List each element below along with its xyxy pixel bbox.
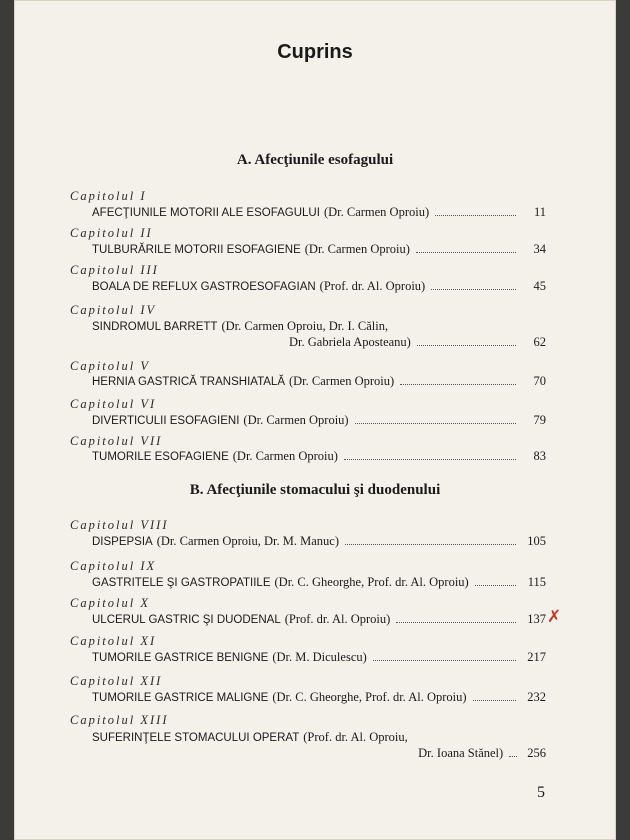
dot-leader bbox=[509, 756, 517, 757]
chapter-authors: (Prof. dr. Al. Oproiu) bbox=[319, 279, 426, 293]
chapter-title: DIVERTICULII ESOFAGIENI bbox=[92, 415, 240, 427]
chapter-authors: (Dr. C. Gheorghe, Prof. dr. Al. Oproiu) bbox=[274, 575, 469, 589]
page-ref: 34 bbox=[533, 242, 546, 256]
page-title: Cuprins bbox=[277, 41, 353, 63]
section-heading-a: A. Afecţiunile esofagului bbox=[236, 152, 394, 168]
dot-leader bbox=[373, 660, 516, 661]
chapter-authors-continued: Dr. Ioana Stănel) bbox=[418, 746, 504, 760]
chapter-label: Capitolul V bbox=[70, 359, 150, 373]
chapter-title: SINDROMUL BARRETT bbox=[92, 321, 218, 333]
toc-entry bbox=[92, 730, 546, 745]
chapter-label: Capitolul VIII bbox=[70, 518, 169, 532]
chapter-title: TUMORILE GASTRICE BENIGNE bbox=[92, 652, 269, 664]
chapter-authors: (Dr. M. Diculescu) bbox=[272, 650, 367, 664]
page-ref: 11 bbox=[533, 205, 546, 219]
chapter-title: TUMORILE GASTRICE MALIGNE bbox=[92, 692, 269, 704]
page-ref: 256 bbox=[527, 746, 546, 760]
toc-entry-continuation bbox=[92, 335, 546, 350]
dot-leader bbox=[417, 345, 516, 346]
chapter-authors: (Dr. C. Gheorghe, Prof. dr. Al. Oproiu) bbox=[272, 690, 467, 704]
chapter-authors: (Dr. Carmen Oproiu, Dr. I. Călin, bbox=[221, 319, 389, 333]
page-ref: 45 bbox=[533, 279, 546, 293]
chapter-title: SUFERINŢELE STOMACULUI OPERAT bbox=[92, 732, 300, 744]
chapter-label: Capitolul VII bbox=[70, 434, 163, 448]
chapter-authors: (Dr. Carmen Oproiu) bbox=[243, 413, 349, 427]
chapter-authors: (Dr. Carmen Oproiu) bbox=[232, 449, 338, 463]
page-ref: 70 bbox=[533, 374, 546, 388]
dot-leader bbox=[396, 622, 516, 623]
chapter-title: BOALA DE REFLUX GASTROESOFAGIAN bbox=[92, 281, 316, 293]
chapter-title: AFECŢIUNILE MOTORII ALE ESOFAGULUI bbox=[92, 207, 320, 219]
page-ref: 115 bbox=[527, 575, 546, 589]
toc-entry bbox=[92, 449, 546, 464]
chapter-title: HERNIA GASTRICĂ TRANSHIATALĂ bbox=[92, 376, 285, 388]
toc-entry bbox=[92, 279, 546, 294]
section-heading-b: B. Afecţiunile stomacului şi duodenului bbox=[189, 482, 441, 498]
page-ref: 217 bbox=[527, 650, 546, 664]
dot-leader bbox=[475, 585, 516, 586]
toc-entry bbox=[92, 413, 546, 428]
dot-leader bbox=[345, 544, 516, 545]
chapter-label: Capitolul X bbox=[70, 596, 150, 610]
chapter-label: Capitolul II bbox=[70, 226, 153, 240]
chapter-authors: (Dr. Carmen Oproiu) bbox=[304, 242, 410, 256]
chapter-title: GASTRITELE ŞI GASTROPATIILE bbox=[92, 577, 271, 589]
chapter-authors: (Dr. Carmen Oproiu) bbox=[288, 374, 395, 388]
dot-leader bbox=[473, 700, 516, 701]
toc-entry-continuation bbox=[92, 746, 546, 761]
chapter-authors: (Dr. Carmen Oproiu) bbox=[323, 205, 430, 219]
toc-entry bbox=[92, 612, 546, 627]
handwritten-x-mark: ✗ bbox=[547, 607, 562, 627]
toc-entry bbox=[92, 242, 546, 257]
chapter-title: ULCERUL GASTRIC ŞI DUODENAL bbox=[92, 614, 281, 626]
page-ref: 105 bbox=[527, 534, 546, 548]
toc-entry bbox=[92, 319, 546, 334]
toc-entry bbox=[92, 575, 546, 590]
page-ref: 79 bbox=[533, 413, 546, 427]
chapter-label: Capitolul VI bbox=[70, 397, 157, 411]
page-number: 5 bbox=[537, 784, 545, 801]
chapter-label: Capitolul IX bbox=[70, 559, 157, 573]
chapter-authors: (Prof. dr. Al. Oproiu) bbox=[284, 612, 391, 626]
dot-leader bbox=[344, 459, 516, 460]
chapter-authors: (Prof. dr. Al. Oproiu, bbox=[303, 730, 408, 744]
toc-entry bbox=[92, 205, 546, 220]
chapter-title: DISPEPSIA bbox=[92, 536, 153, 548]
chapter-label: Capitolul IV bbox=[70, 303, 157, 317]
toc-entry bbox=[92, 650, 546, 665]
chapter-label: Capitolul XIII bbox=[70, 713, 169, 727]
chapter-label: Capitolul XI bbox=[70, 634, 157, 648]
toc-entry bbox=[92, 690, 546, 705]
page-ref: 83 bbox=[533, 449, 546, 463]
page-ref: 62 bbox=[533, 335, 546, 349]
chapter-label: Capitolul XII bbox=[70, 674, 163, 688]
chapter-authors-continued: Dr. Gabriela Aposteanu) bbox=[289, 335, 411, 349]
chapter-label: Capitolul III bbox=[70, 263, 159, 277]
dot-leader bbox=[435, 215, 516, 216]
toc-entry bbox=[92, 534, 546, 549]
page-ref: 232 bbox=[527, 690, 546, 704]
page-ref: 137 bbox=[527, 612, 546, 626]
toc-entry bbox=[92, 374, 546, 389]
dot-leader bbox=[431, 289, 516, 290]
chapter-title: TULBURĂRILE MOTORII ESOFAGIENE bbox=[92, 244, 301, 256]
dot-leader bbox=[416, 252, 516, 253]
chapter-authors: (Dr. Carmen Oproiu, Dr. M. Manuc) bbox=[156, 534, 339, 548]
chapter-title: TUMORILE ESOFAGIENE bbox=[92, 451, 229, 463]
chapter-label: Capitolul I bbox=[70, 189, 147, 203]
dot-leader bbox=[355, 423, 516, 424]
dot-leader bbox=[400, 384, 516, 385]
